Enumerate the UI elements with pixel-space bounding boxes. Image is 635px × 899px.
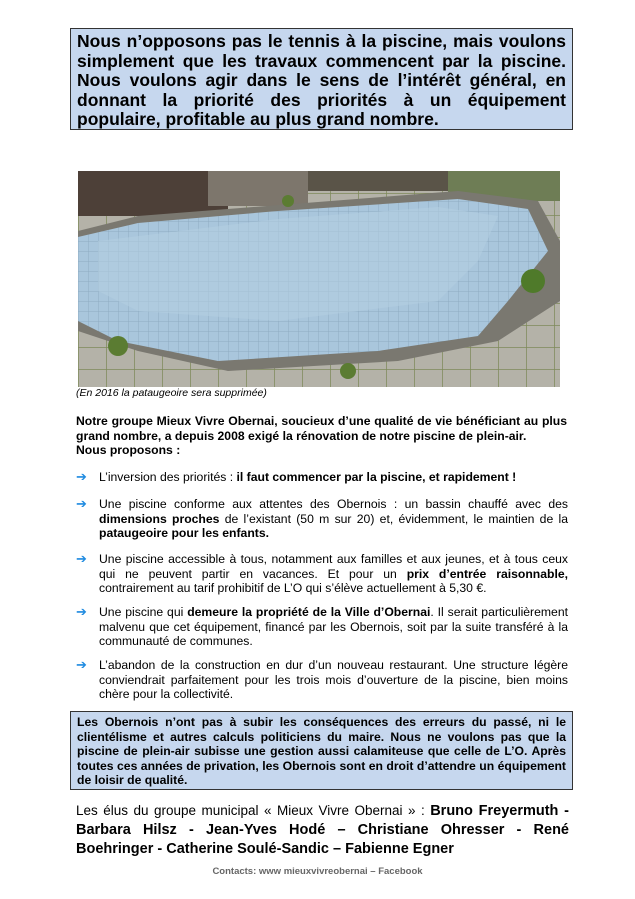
proposal-segment: Une piscine conforme aux attentes des Obernois : un bassin chauffé avec des — [99, 497, 568, 511]
proposal-text — [99, 552, 568, 596]
proposal-segment: contrairement au tarif prohibitif de L’O qui s’élève actuellement à 5,30 €. — [99, 581, 487, 595]
arrow-right-icon: ➔ — [76, 551, 87, 566]
header-text-2: Nous voulons agir dans le sens de l’intérêt général, en donnant la priorité des priorités à un équipement populaire, profitable au plus grand nombre. — [77, 70, 566, 129]
photo-caption: (En 2016 la pataugeoire sera supprimée) — [76, 387, 267, 399]
arrow-right-icon: ➔ — [76, 469, 87, 484]
conclusion-box — [70, 711, 573, 790]
proposal-segment: Une piscine accessible à tous, notamment aux familles et aux jeunes, et à tous ceux qui ne peuvent partir en vacances. Et pour un — [99, 552, 568, 581]
intro-text: Notre groupe Mieux Vivre Obernai, soucieux d’une qualité de vie bénéficiant au plus grand nombre, a depuis 2008 exigé la rénovation de notre piscine de plein-air. — [76, 414, 567, 443]
proposal-text — [99, 470, 568, 485]
arrow-right-icon: ➔ — [76, 496, 87, 511]
header-text-1: Nous n’opposons pas le tennis à la piscine, mais voulons simplement que les travaux commencent par la piscine. — [77, 31, 566, 71]
proposal-text — [99, 605, 568, 649]
signature-intro: Les élus du groupe municipal « Mieux Vivre Obernai » : — [76, 803, 431, 818]
proposal-segment: Une piscine qui — [99, 605, 188, 619]
proposal-text — [99, 497, 568, 541]
proposal-emphasis: il faut commencer par la piscine, et rapidement ! — [236, 470, 517, 484]
pool-photo-image — [78, 171, 560, 387]
header-box — [70, 28, 573, 130]
proposal-segment: de l’existant (50 m sur 20) et, évidemment, le maintien de la — [219, 511, 568, 526]
arrow-right-icon: ➔ — [76, 657, 87, 672]
proposal-emphasis: dimensions proches — [99, 511, 220, 526]
intro-propose: Nous proposons : — [76, 443, 181, 457]
signature-names: Bruno Freyermuth - Barbara Hilsz - Jean-Yves Hodé – Christiane Ohresser - René Boehringer - Catherine Soulé-Sandic – Fabienne Egner — [76, 803, 570, 857]
pool-photo — [78, 171, 560, 387]
proposal-emphasis: pataugeoire pour les enfants. — [99, 526, 269, 540]
proposal-emphasis: demeure la propriété de la Ville d’Obernai — [187, 605, 431, 619]
intro-paragraph — [76, 414, 567, 458]
proposal-text — [99, 658, 568, 702]
proposal-emphasis: prix d’entrée raisonnable, — [406, 566, 569, 581]
proposal-segment: L’abandon de la construction en dur d’un nouveau restaurant. Une structure légère conviendrait parfaitement pour les trois mois d’ouverture de la piscine, bien moins chère pour la collectivité. — [99, 658, 568, 701]
conclusion-text: Les Obernois n’ont pas à subir les conséquences des erreurs du passé, ni le clientélisme et autres calculs politiciens du maire. Nous ne voulons pas que la piscine de plein-air subisse une gestion aussi calamiteuse que celle de L’O. Après toutes ces années de privation, les Obernois sont en droit d’attendre un équipement de loisir de qualité. — [77, 715, 566, 787]
proposal-segment: L’inversion des priorités : — [99, 470, 237, 484]
footer-contacts: Contacts: www mieuxvivreobernai – Facebook — [212, 866, 423, 877]
signature — [76, 802, 569, 859]
arrow-right-icon: ➔ — [76, 604, 87, 619]
proposal-segment: . Il serait particulièrement malvenu que cet équipement, financé par les Obernois, soit par la suite transféré à la communauté de communes. — [99, 605, 568, 648]
